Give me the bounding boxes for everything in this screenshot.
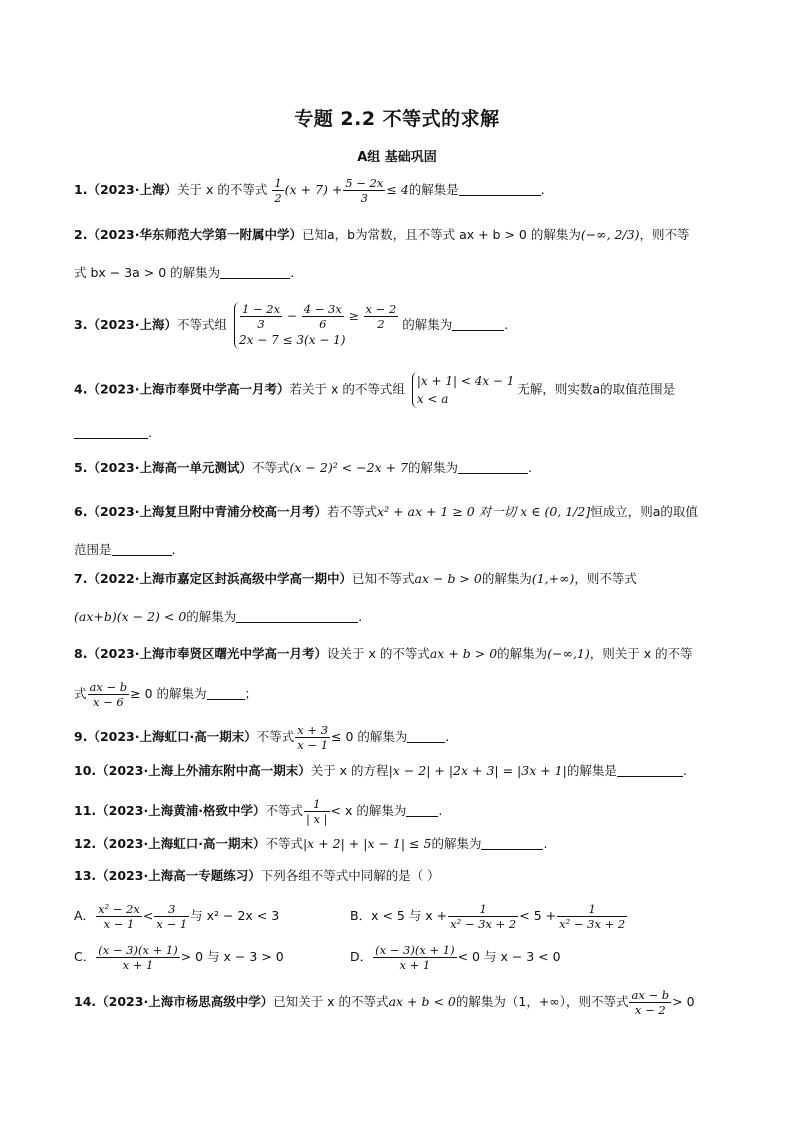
question-source: （2023·上海） [87, 317, 177, 332]
question-source: （2023·上海虹口·高一期末） [87, 729, 257, 744]
page-title: 专题 2.2 不等式的求解 [294, 108, 500, 130]
question-source: （2022·上海市嘉定区封浜高级中学高一期中） [87, 571, 352, 586]
question-8-line-2: 式 $\frac{ax - b}{x - 6}$ ≥ 0 的解集为 ； [74, 680, 258, 709]
answer-blank[interactable] [452, 316, 504, 331]
choice-d[interactable]: D． $\frac{(x - 3)(x + 1)}{x + 1}$ < 0 与 x − 3 < 0 [350, 943, 561, 972]
question-number: 11. [74, 803, 97, 818]
question-2: 2.（2023·华东师范大学第一附属中学）已知a，b为常数，且不等式 ax + b > 0 的解集为(−∞, 2/3)，则不等 [74, 227, 690, 242]
question-7-line-2: (ax+b)(x − 2) < 0的解集为 . [74, 609, 363, 624]
answer-blank[interactable] [459, 181, 541, 196]
answer-blank[interactable] [112, 541, 172, 556]
question-text: 已知a，b为常数，且不等式 ax + b > 0 的解集为 [302, 227, 581, 242]
question-12: 12.（2023·上海虹口·高一期末）不等式|x + 2| + |x − 1| ≤ 5的解集为 . [74, 836, 548, 851]
question-14: 14.（2023·上海市杨思高级中学）已知关于 x 的不等式ax + b < 0的解集为（1，+∞），则不等式 $\frac{ax - b}{x - 2}$ > 0 [74, 988, 695, 1017]
question-text: 关于 x 的不等式 [177, 182, 268, 197]
question-source: （2023·上海市杨思高级中学） [96, 994, 274, 1009]
question-11: 11.（2023·上海黄浦·格致中学）不等式 $\frac{1}{| x |}$ < x 的解集为 . [74, 797, 443, 826]
answer-blank[interactable] [236, 608, 358, 623]
choice-a[interactable]: A． $\frac{\text{x² − 2x}}{x - 1}$ < $\frac{3}{x - 1}$ 与 x² − 2x < 3 [74, 902, 280, 931]
question-source: （2023·上海） [87, 182, 177, 197]
answer-blank[interactable] [74, 424, 148, 439]
question-source: （2023·上海高一单元测试） [87, 460, 252, 475]
question-number: 3. [74, 317, 88, 332]
fraction: $\frac{x + 3}{x - 1}$ [297, 723, 329, 752]
answer-blank[interactable] [407, 728, 445, 743]
question-4-line-2: . [74, 423, 152, 443]
question-number: 1. [74, 182, 88, 197]
question-6: 6.（2023·上海复旦附中青浦分校高一月考）若不等式x² + ax + 1 ≥ 0 对一切 x ∈ (0, 1/2]恒成立，则a的取值 [74, 504, 698, 519]
question-source: （2023·上海上外浦东附中高一期末） [96, 763, 311, 778]
question-source: （2023·上海虹口·高一期末） [96, 836, 266, 851]
question-number: 13. [74, 868, 97, 883]
question-source: （2023·上海高一专题练习） [96, 868, 261, 883]
fraction: $\frac{ax - b}{x - 2}$ [631, 988, 670, 1017]
question-number: 2. [74, 227, 88, 242]
choice-b[interactable]: B．x < 5 与 x + $\frac{1}{\text{x² − 3x + 2}}$ < 5 + $\frac{1}{\text{x² − 3x + 2}}$ [350, 902, 626, 931]
question-number: 8. [74, 646, 88, 661]
question-3: 3.（2023·上海）不等式组 $\frac{1 - 2x}{3}$ − $\frac{4 - 3x}{6}$ ≥ $\frac{x - 2}{2}$ 2x − 7 ≤ 3(x − 1) 的解集为 . [74, 302, 509, 347]
question-number: 7. [74, 571, 88, 586]
choice-c[interactable]: C． $\frac{(x - 3)(x + 1)}{x + 1}$ > 0 与 x − 3 > 0 [74, 943, 284, 972]
fraction: $\frac{1}{| x |}$ [305, 797, 328, 826]
answer-blank[interactable] [458, 459, 528, 474]
question-number: 4. [74, 381, 88, 397]
question-7: 7.（2022·上海市嘉定区封浜高级中学高一期中）已知不等式ax − b > 0的解集为(1,+∞)，则不等式 [74, 571, 637, 586]
question-source: （2023·华东师范大学第一附属中学） [87, 227, 302, 242]
answer-blank[interactable] [481, 835, 543, 850]
inequality-system: $\frac{1 - 2x}{3}$ − $\frac{4 - 3x}{6}$ ≥ $\frac{x - 2}{2}$ 2x − 7 ≤ 3(x − 1) [234, 302, 399, 349]
question-6-line-2: 范围是 . [74, 542, 176, 557]
question-1: 1.（2023·上海）关于 x 的不等式 $\frac{1}{2}$ (x + 7) + $\frac{5 - 2x}{3}$ ≤ 4的解集是 . [74, 176, 545, 205]
question-2-line-2: 式 bx − 3a > 0 的解集为 . [74, 265, 295, 280]
question-text: 的解集是 [408, 182, 459, 197]
interval: (−∞, 2/3) [580, 227, 640, 242]
question-number: 10. [74, 763, 97, 778]
question-number: 14. [74, 994, 97, 1009]
fraction: $\frac{ax - b}{x - 6}$ [89, 680, 128, 709]
answer-blank[interactable] [617, 762, 683, 777]
section-heading: A组 基础巩固 [357, 150, 437, 165]
question-source: （2023·上海黄浦·格致中学） [96, 803, 266, 818]
fraction: $\frac{5 - 2x}{3}$ [345, 176, 384, 205]
question-10: 10.（2023·上海上外浦东附中高一期末）关于 x 的方程|x − 2| + |2x + 3| = |3x + 1|的解集是 . [74, 763, 687, 778]
question-9: 9.（2023·上海虹口·高一期末）不等式 $\frac{x + 3}{x - 1}$ ≤ 0 的解集为 . [74, 723, 450, 752]
question-13: 13.（2023·上海高一专题练习）下列各组不等式中同解的是（ ） [74, 868, 440, 883]
question-number: 9. [74, 729, 88, 744]
answer-blank[interactable] [207, 685, 245, 700]
question-4: 4.（2023·上海市奉贤中学高一月考）若关于 x 的不等式组 |x + 1| < 4x − 1 x < a 无解，则实数a的取值范围是 [74, 374, 676, 406]
inequality-system: |x + 1| < 4x − 1 x < a [412, 372, 515, 408]
question-source: （2023·上海市奉贤区曙光中学高一月考） [87, 646, 327, 661]
question-number: 12. [74, 836, 97, 851]
question-source: （2023·上海市奉贤中学高一月考） [87, 381, 290, 397]
answer-blank[interactable] [220, 264, 290, 279]
question-number: 5. [74, 460, 88, 475]
question-5: 5.（2023·上海高一单元测试）不等式(x − 2)² < −2x + 7的解集为 . [74, 460, 532, 475]
question-8: 8.（2023·上海市奉贤区曙光中学高一月考）设关于 x 的不等式ax + b > 0的解集为(−∞,1)，则关于 x 的不等 [74, 646, 693, 661]
answer-blank[interactable] [406, 802, 438, 817]
question-source: （2023·上海复旦附中青浦分校高一月考） [87, 504, 327, 519]
fraction: $\frac{1}{2}$ [274, 176, 282, 205]
question-number: 6. [74, 504, 88, 519]
